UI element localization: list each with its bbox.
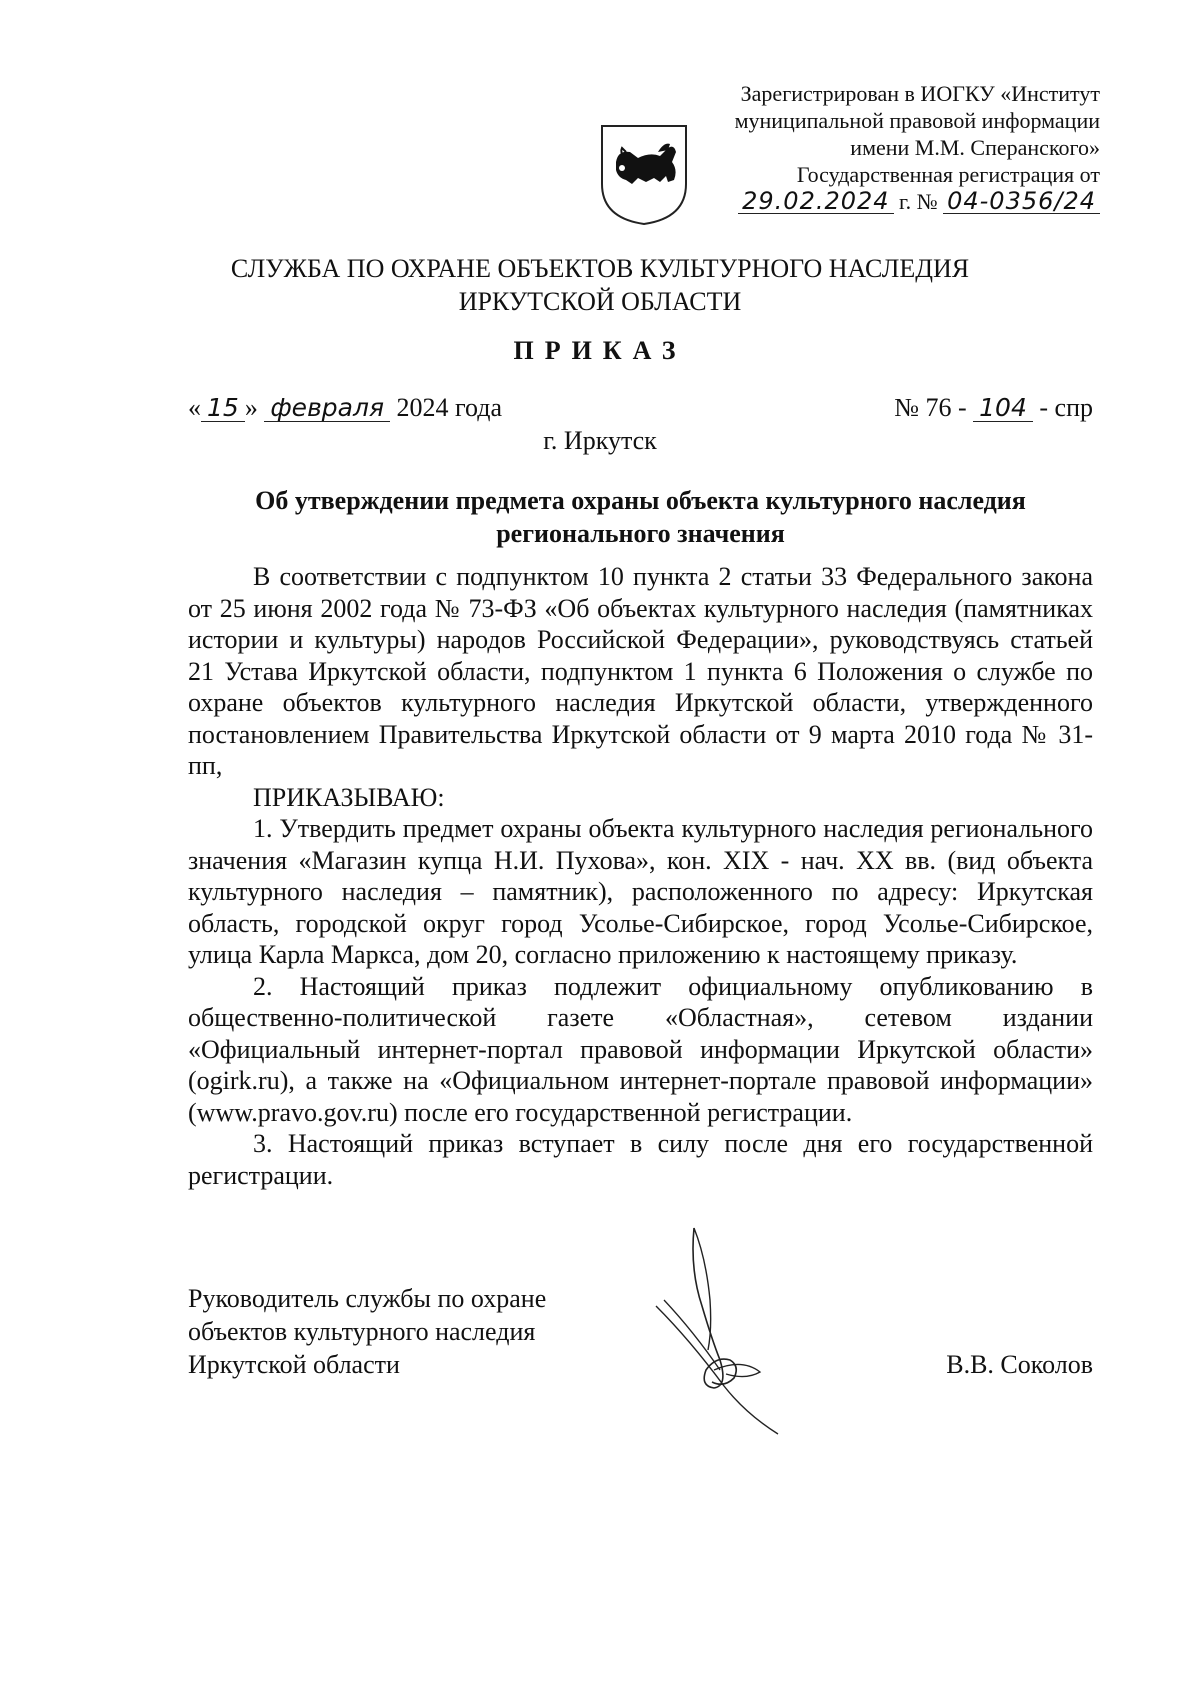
registration-line-1: Зарегистрирован в ИОГКУ «Институт bbox=[740, 81, 1100, 106]
date-close-quote: » bbox=[244, 393, 258, 422]
position-line-1: Руководитель службы по охране bbox=[188, 1284, 547, 1313]
organization-line-1: СЛУЖБА ПО ОХРАНЕ ОБЪЕКТОВ КУЛЬТУРНОГО НАСЛЕДИЯ bbox=[230, 254, 970, 283]
registration-date-line bbox=[680, 188, 1100, 215]
preamble-paragraph: В соответствии с подпунктом 10 пункта 2 статьи 33 Федерального закона от 25 июня 2002 года № 73-ФЗ «Об объектах культурного наследия (памятниках истории и культуры) народов Российской Федерации», руководствуясь статьей 21 Устава Иркутской области, подпунктом 1 пункта 6 Положения о службе по охране объектов культурного наследия Иркутской области, утвержденного постановлением Правительства Иркутской области от 9 марта 2010 года № 31-пп, bbox=[188, 562, 1093, 780]
order-number-suffix: - спр bbox=[1039, 393, 1093, 422]
date-number-line bbox=[188, 393, 1093, 429]
item-2-paragraph: 2. Настоящий приказ подлежит официальному опубликованию в общественно-политической газете «Областная», сетевом издании «Официальный интернет-портал правовой информации Иркутской области» (ogirk.ru), а также на «Официальном интернет-портале правовой информации» (www.pravo.gov.ru) после его государственной регистрации. bbox=[188, 971, 1093, 1127]
title-line-1: Об утверждении предмета охраны объекта культурного наследия bbox=[255, 486, 1026, 515]
signature-block bbox=[188, 1282, 1093, 1381]
registration-line-4: Государственная регистрация от bbox=[796, 162, 1100, 187]
city: г. Иркутск bbox=[543, 426, 657, 455]
item-1-paragraph: 1. Утвердить предмет охраны объекта культурного наследия регионального значения «Магазин купца Н.И. Пухова», кон. XIX - нач. XX вв. (вид объекта культурного наследия – памятник), расположенного по адресу: Иркутская область, городской округ город Усолье-Сибирское, город Усолье-Сибирское, улица Карла Маркса, дом 20, согласно приложению к настоящему приказу. bbox=[188, 814, 1093, 969]
item-3-paragraph: 3. Настоящий приказ вступает в силу после дня его государственной регистрации. bbox=[188, 1129, 1093, 1190]
document-title bbox=[188, 484, 1093, 550]
registration-date: 29.02.2024 bbox=[738, 189, 893, 214]
position-line-3: Иркутской области bbox=[188, 1350, 400, 1379]
document-body bbox=[188, 561, 1093, 1191]
registration-number: 04-0356/24 bbox=[943, 189, 1100, 214]
registration-line-2: муниципальной правовой информации bbox=[734, 108, 1100, 133]
registration-line-3: имени М.М. Сперанского» bbox=[850, 135, 1100, 160]
signer-name: В.В. Соколов bbox=[946, 1350, 1093, 1379]
title-line-2: регионального значения bbox=[496, 519, 785, 548]
order-month: февраля bbox=[264, 395, 390, 422]
organization-line-2: ИРКУТСКОЙ ОБЛАСТИ bbox=[458, 287, 742, 316]
order-day: 15 bbox=[201, 395, 245, 422]
coat-of-arms-icon bbox=[598, 122, 690, 226]
document-type: ПРИКАЗ bbox=[513, 336, 687, 365]
date-open-quote: « bbox=[188, 393, 201, 422]
position-line-2: объектов культурного наследия bbox=[188, 1317, 536, 1346]
order-number bbox=[894, 393, 1093, 423]
order-number-prefix: № 76 - bbox=[894, 393, 967, 422]
order-year: 2024 года bbox=[396, 393, 503, 422]
order-date bbox=[188, 393, 502, 423]
registration-number-prefix: г. № bbox=[899, 189, 938, 214]
registration-stamp bbox=[680, 80, 1100, 215]
organization-name bbox=[0, 252, 1200, 318]
order-word: ПРИКАЗЫВАЮ: bbox=[253, 782, 445, 812]
order-number-value: 104 bbox=[973, 395, 1033, 422]
